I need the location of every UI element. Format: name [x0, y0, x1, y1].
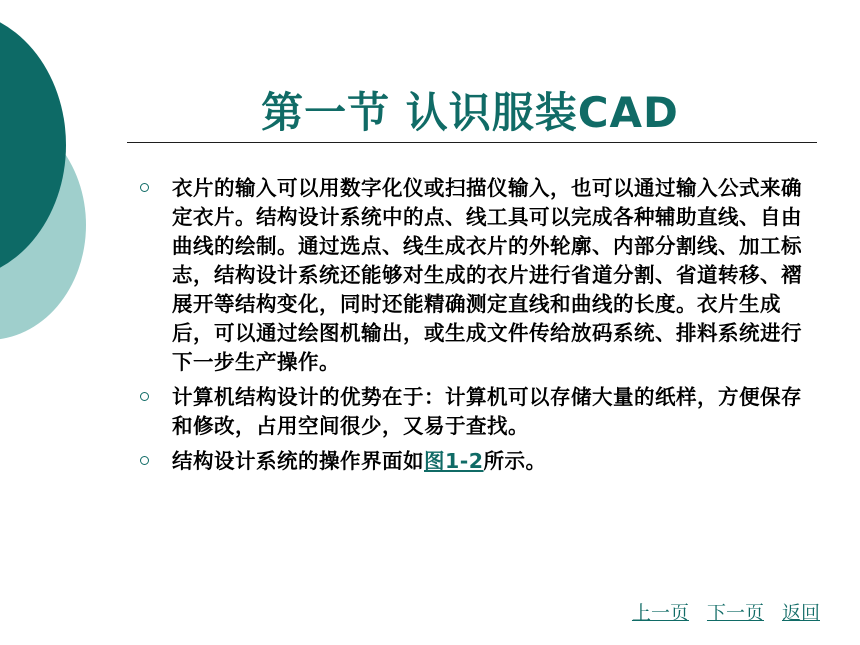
- title-divider: [127, 142, 817, 143]
- bullet-text-before: 结构设计系统的操作界面如: [172, 449, 424, 473]
- circle-bullet-icon: [140, 456, 149, 465]
- bullet-list: [136, 174, 816, 482]
- slide-title: 第一节 认识服装CAD: [261, 88, 679, 137]
- bullet-item: [136, 447, 816, 476]
- bullet-text: 衣片的输入可以用数字化仪或扫描仪输入，也可以通过输入公式来确定衣片。结构设计系统中的点、线工具可以完成各种辅助直线、自由曲线的绘制。通过选点、线生成衣片的外轮廓、内部分割线、加工标志，结构设计系统还能够对生成的衣片进行省道分割、省道转移、褶展开等结构变化，同时还能精确测定直线和曲线的长度。衣片生成后，可以通过绘图机输出，或生成文件传给放码系统、排料系统进行下一步生产操作。: [172, 176, 802, 374]
- circle-bullet-icon: [140, 392, 149, 401]
- figure-link[interactable]: 图1-2: [424, 449, 484, 473]
- bullet-text: 计算机结构设计的优势在于：计算机可以存储大量的纸样，方便保存和修改，占用空间很少，又易于查找。: [172, 385, 802, 438]
- bullet-text: [172, 447, 816, 476]
- bullet-item: [136, 174, 816, 377]
- back-link[interactable]: 返回: [781, 602, 820, 624]
- slide-navigation: [632, 598, 820, 625]
- prev-page-link[interactable]: 上一页: [631, 602, 689, 624]
- bullet-text-after: 所示。: [483, 449, 547, 473]
- circle-bullet-icon: [140, 183, 149, 192]
- bullet-item: [136, 383, 816, 441]
- next-page-link[interactable]: 下一页: [706, 602, 764, 624]
